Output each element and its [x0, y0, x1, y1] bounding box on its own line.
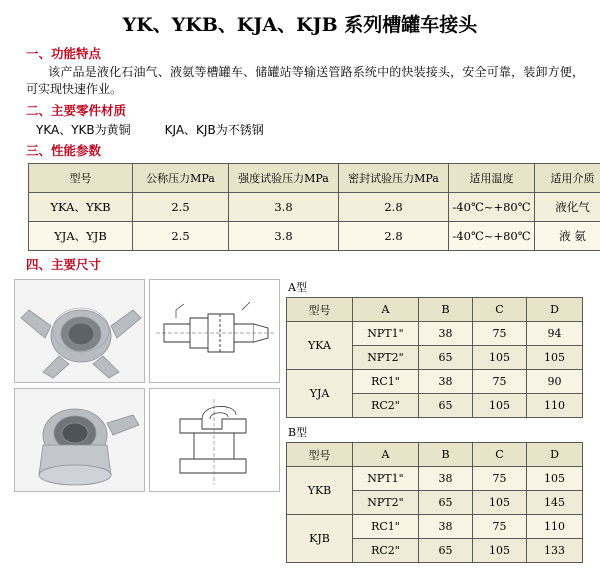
photo-row-b — [14, 388, 282, 492]
dimb-r3-c3: 105 — [473, 539, 527, 563]
dimension-tables — [286, 279, 586, 569]
dima-r0-c2: 38 — [419, 322, 473, 346]
dimb-r1-c1: NPT2" — [353, 491, 419, 515]
dimension-table-b — [286, 442, 583, 563]
product-photo-b — [14, 388, 145, 492]
dimb-r2-c3: 75 — [473, 515, 527, 539]
dimb-r3-c2: 65 — [419, 539, 473, 563]
dima-r2-c3: 75 — [473, 370, 527, 394]
section-heading-performance: 三、性能参数 — [26, 141, 586, 159]
dima-r1-c3: 105 — [473, 346, 527, 370]
dimb-col-1: A — [353, 443, 419, 467]
table-row — [287, 515, 583, 539]
perf-r0-c3: 2.8 — [339, 193, 449, 222]
dima-r0-c3: 75 — [473, 322, 527, 346]
table-row — [287, 322, 583, 346]
dimb-r0-c3: 75 — [473, 467, 527, 491]
page-title: YK、YKB、KJA、KJB 系列槽罐车接头 — [14, 0, 586, 41]
dimb-col-0: 型号 — [287, 443, 353, 467]
perf-r1-c2: 3.8 — [229, 222, 339, 251]
section-heading-materials: 二、主要零件材质 — [26, 101, 586, 119]
dimb-r3-c4: 133 — [527, 539, 583, 563]
perf-r0-c1: 2.5 — [133, 193, 229, 222]
features-paragraph — [26, 64, 584, 98]
dima-r3-c2: 65 — [419, 394, 473, 418]
table-row — [29, 193, 600, 222]
dima-r3-c1: RC2" — [353, 394, 419, 418]
perf-r0-c4: -40℃~+80℃ — [449, 193, 535, 222]
perf-r0-c0: YKA、YKB — [29, 193, 133, 222]
section-heading-dimensions: 四、主要尺寸 — [26, 255, 586, 273]
dima-model-yja: YJA — [287, 370, 353, 418]
performance-table — [28, 163, 600, 251]
table-row — [29, 222, 600, 251]
product-drawing-b — [149, 388, 280, 492]
perf-col-2: 强度试验压力MPa — [229, 164, 339, 193]
perf-col-3: 密封试验压力MPa — [339, 164, 449, 193]
dimb-r1-c2: 65 — [419, 491, 473, 515]
dima-r0-c1: NPT1" — [353, 322, 419, 346]
photo-row-a — [14, 279, 282, 383]
table-row — [287, 467, 583, 491]
section-heading-features: 一、功能特点 — [26, 44, 586, 62]
dima-col-3: C — [473, 298, 527, 322]
dimb-col-4: D — [527, 443, 583, 467]
type-b-label: B型 — [288, 424, 586, 440]
table-header-row — [29, 164, 600, 193]
perf-col-4: 适用温度 — [449, 164, 535, 193]
dimb-r1-c3: 105 — [473, 491, 527, 515]
dima-r1-c4: 105 — [527, 346, 583, 370]
dima-col-0: 型号 — [287, 298, 353, 322]
perf-col-0: 型号 — [29, 164, 133, 193]
dimb-model-kjb: KJB — [287, 515, 353, 563]
type-a-label: A型 — [288, 279, 586, 295]
materials-line — [36, 121, 586, 138]
dima-r1-c1: NPT2" — [353, 346, 419, 370]
perf-r0-c2: 3.8 — [229, 193, 339, 222]
dimb-col-3: C — [473, 443, 527, 467]
perf-col-1: 公称压力MPa — [133, 164, 229, 193]
dimb-model-ykb: YKB — [287, 467, 353, 515]
table-header-row — [287, 298, 583, 322]
dimb-r2-c1: RC1" — [353, 515, 419, 539]
dima-r2-c1: RC1" — [353, 370, 419, 394]
dimb-col-2: B — [419, 443, 473, 467]
dimb-r2-c4: 110 — [527, 515, 583, 539]
dimensions-area — [14, 279, 586, 569]
dimb-r0-c2: 38 — [419, 467, 473, 491]
dimension-table-a — [286, 297, 583, 418]
material-brass: YKA、YKB为黄铜 — [36, 123, 131, 137]
perf-r1-c5: 液 氨 — [535, 222, 600, 251]
perf-r1-c0: YJA、YJB — [29, 222, 133, 251]
perf-r1-c1: 2.5 — [133, 222, 229, 251]
perf-col-5: 适用介质 — [535, 164, 600, 193]
product-images — [14, 279, 282, 569]
dimb-r0-c4: 105 — [527, 467, 583, 491]
product-drawing-a — [149, 279, 280, 383]
dima-r1-c2: 65 — [419, 346, 473, 370]
features-text: 该产品是液化石油气、液氨等槽罐车、储罐站等输送管路系统中的快装接头，安全可靠，装卸方便，可实现快速作业。 — [26, 65, 584, 96]
dimb-r2-c2: 38 — [419, 515, 473, 539]
dima-col-4: D — [527, 298, 583, 322]
dimb-r3-c1: RC2" — [353, 539, 419, 563]
dimb-r1-c4: 145 — [527, 491, 583, 515]
dima-r0-c4: 94 — [527, 322, 583, 346]
table-row — [287, 370, 583, 394]
material-steel: KJA、KJB为不锈钢 — [165, 123, 264, 137]
dima-r2-c4: 90 — [527, 370, 583, 394]
dima-col-1: A — [353, 298, 419, 322]
perf-r1-c3: 2.8 — [339, 222, 449, 251]
perf-r0-c5: 液化气 — [535, 193, 600, 222]
dima-model-yka: YKA — [287, 322, 353, 370]
dimb-r0-c1: NPT1" — [353, 467, 419, 491]
product-photo-a — [14, 279, 145, 383]
table-header-row — [287, 443, 583, 467]
dima-col-2: B — [419, 298, 473, 322]
dima-r2-c2: 38 — [419, 370, 473, 394]
perf-r1-c4: -40℃~+80℃ — [449, 222, 535, 251]
dima-r3-c3: 105 — [473, 394, 527, 418]
dima-r3-c4: 110 — [527, 394, 583, 418]
